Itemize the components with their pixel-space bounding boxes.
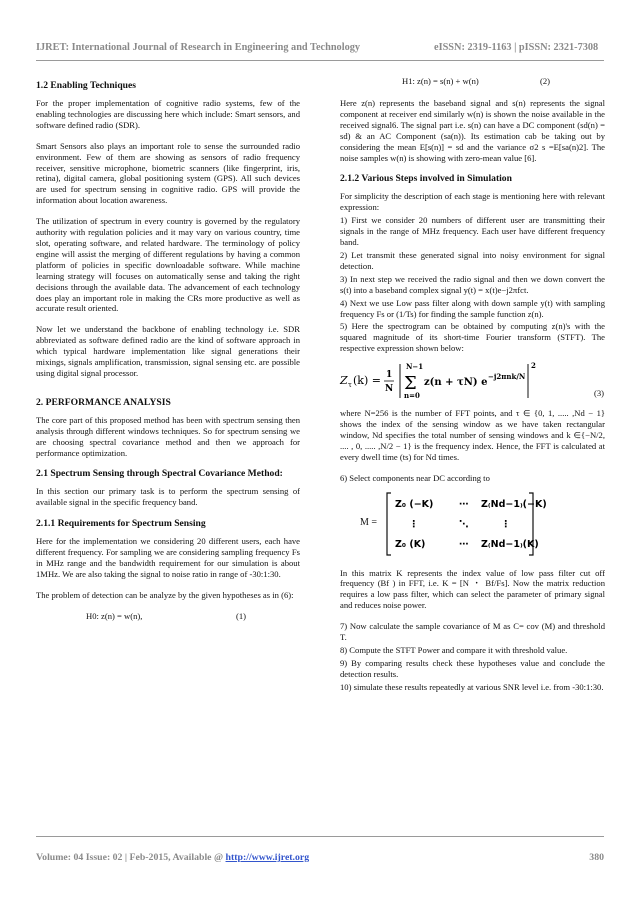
footer-rule: [36, 836, 604, 837]
section-2-1-2-title: 2.1.2 Various Steps involved in Simulation: [340, 173, 512, 185]
svg-text:(k) =: (k) =: [353, 374, 381, 388]
matrix-graphic: [385, 491, 547, 557]
equation-2-text: H1: z(n) = s(n) + w(n): [402, 76, 479, 86]
list-item: 2) Let transmit these generated signal into noisy environment for signal detection.: [340, 249, 605, 271]
svg-text:N: N: [385, 384, 394, 395]
journal-name: IJRET: International Journal of Research in Engineering and Technology: [36, 42, 361, 53]
header-rule: [36, 60, 604, 61]
right-column: [340, 76, 605, 695]
paragraph: Smart Sensors also plays an important role to sense the surrounded radio environment. Few of them are showing as sensors of radio frequency receiver, sensitive microphone, biometric scanners (like fingerprint, iris, retina), digital camera, global positioning system (GPS). All such devices are used for spectrum sensing in cognitive radio. GPS will provide the information about location awareness.: [36, 140, 300, 206]
list-item: 3) In next step we received the radio signal and then we down convert the s(t) into a baseband complex signal y(t) = x(t)e−j2πfct.: [340, 273, 605, 295]
section-2-1-1-title: 2.1.1 Requirements for Spectrum Sensing: [36, 518, 206, 530]
svg-text:N−1: N−1: [406, 362, 424, 372]
paragraph: For the proper implementation of cognitive radio systems, few of the enabling technologies are discussing here which include: Smart sensors, and software defined radio (SDR).: [36, 98, 300, 130]
paragraph: where N=256 is the number of FFT points, and τ ∈ {0, 1, ..... ,Nd − 1} shows the index of the sensing window as we have taken rectangular window, Nd specifies the total number of sensing windows and k ∈{−N/2, .... , 0, ..... ,N/2 − 1} is the frequency index. Hence, the FFT is calculated at every dwell time (ts) for Nd times.: [340, 408, 605, 462]
issn: eISSN: 2319-1163 | pISSN: 2321-7308: [434, 42, 599, 53]
equation-1-number: (1): [236, 610, 247, 621]
equation-2: [340, 76, 605, 88]
paragraph: Here for the implementation we considering 20 different users, each have different frequency. For sampling we are considering sampling frequency Fs in MHz range and the bandwidth requirement for our simulation is about 1MHz. We are also taking the signal to noise ratio in range of -30:1:30.: [36, 536, 300, 579]
steps-list-continued: [340, 621, 605, 692]
svg-text:Σ: Σ: [404, 373, 417, 395]
paragraph: Here z(n) represents the baseband signal and s(n) represents the signal component at receiver end similarly w(n) is shown the noise available in the received signal6. The signal part i.e. s(n) can have a DC component (sd(n) = sd) & an AC Component (sa(n)). Its estimation cab be taking out by considering the mean E[s(n)] = sd and the variance σ2 s =E[sa(n)2]. The noise samples w(n) is showing with zero-mean value [6].: [340, 98, 605, 163]
equation-1-text: H0: z(n) = w(n),: [86, 610, 143, 621]
svg-text:Z₀ (K): Z₀ (K): [395, 538, 426, 550]
svg-text:2: 2: [531, 361, 536, 371]
svg-text:Z₍Nd−1₎(K): Z₍Nd−1₎(K): [481, 538, 539, 550]
svg-text:⋯: ⋯: [459, 498, 469, 510]
list-item: 6) Select components near DC according to: [340, 472, 490, 483]
paragraph: The utilization of spectrum in every country is governed by the regulatory authority with regulation policies and it may vary on various country, time slot, operating software, and related hardware. The terminology of policy engine will assist the merging of different regulations by having a common platform of policies in specific downloadable software. While machine learning strategy will focuses on automatically sense and taking the right decisions through the available data. The advancement of each technology does play an important role in making the CRs more productive as well as accurate result oriented.: [36, 216, 300, 314]
list-item: 10) simulate these results repeatedly at various SNR level i.e. from -30:1:30.: [340, 681, 604, 692]
left-column: [36, 80, 300, 629]
list-item: 7) Now calculate the sample covariance of M as C= cov (M) and threshold T.: [340, 621, 605, 643]
journal-link[interactable]: http://www.ijret.org: [225, 852, 310, 863]
list-item: 5) Here the spectrogram can be obtained by computing z(n)'s with the squared magnitude of its short-time Fourier transform (STFT). The respective expression shown below:: [340, 321, 605, 354]
steps-list: [340, 215, 605, 354]
svg-text:1: 1: [386, 370, 393, 381]
paragraph: For simplicity the description of each stage is mentioning here with relevant expression:: [340, 191, 605, 213]
stft-formula-graphic: [340, 358, 580, 402]
svg-text:⋱: ⋱: [459, 518, 469, 530]
paragraph: In this matrix K represents the index value of low pass filter cut off frequency (Bf ) in FFT, i.e. K = [N ・ Bf/Fs]. Now the matrix reduction requires a low pass filter, which can select the parameter of primary signal and reduces noise power.: [340, 567, 605, 611]
matrix-equation: [360, 490, 605, 558]
list-item: 8) Compute the STFT Power and compare it with threshold value.: [340, 645, 568, 655]
equation-2-number: (2): [540, 76, 551, 86]
paragraph: In this section our primary task is to perform the spectrum sensing of available signal in the specific frequency band.: [36, 486, 300, 508]
running-footer: [36, 852, 604, 863]
footer-volume: Volume: 04 Issue: 02 | Feb-2015, Available @: [36, 852, 224, 863]
list-item: 4) Next we use Low pass filter along with down sample y(t) with sampling frequency Fs or (1/Ts) for finding the sample function z(n).: [340, 297, 605, 319]
paragraph: The core part of this proposed method has been with spectrum sensing then analysis through different windows techniques. So for spectrum sensing we are choosing spectral covariance method and then we approach for performance optimization.: [36, 414, 300, 458]
page-number: 380: [589, 852, 604, 863]
equation-1: [36, 611, 300, 623]
paragraph: The problem of detection can be analyze by the given hypotheses as in (6):: [36, 589, 294, 600]
list-item: 1) First we consider 20 numbers of different user are transmitting their signals in the range of MHz frequency. Each user have different frequency band.: [340, 215, 605, 248]
section-2-title: 2. PERFORMANCE ANALYSIS: [36, 396, 171, 408]
svg-text:z(n + τN) e: z(n + τN) e: [424, 377, 488, 389]
svg-text:−j2πnk/N: −j2πnk/N: [488, 372, 526, 382]
svg-text:Z₍Nd−1₎(−K): Z₍Nd−1₎(−K): [481, 498, 547, 510]
svg-text:Z₀ (−K): Z₀ (−K): [395, 498, 434, 510]
svg-text:⋮: ⋮: [409, 518, 419, 530]
svg-text:⋯: ⋯: [459, 538, 469, 550]
svg-text:τ: τ: [348, 381, 352, 390]
svg-text:⋮: ⋮: [501, 518, 511, 530]
section-1-2-title: 1.2 Enabling Techniques: [36, 80, 136, 91]
svg-text:Z: Z: [340, 374, 348, 388]
stft-equation: [340, 358, 605, 402]
equation-3-number: (3): [594, 387, 605, 398]
paragraph: Now let we understand the backbone of enabling technology i.e. SDR abbreviated as software defined radio are the kind of software approach in which typical hardware implementation like signal generations their mixings, signals amplification, transmission, signal sensing etc. are possible using digital signal processor.: [36, 324, 300, 378]
matrix-label: M =: [360, 517, 378, 529]
list-item: 9) By comparing results check these hypotheses value and conclude the detection results.: [340, 657, 605, 679]
svg-text:n=0: n=0: [404, 391, 420, 401]
section-2-1-title: 2.1 Spectrum Sensing through Spectral Covariance Method:: [36, 468, 283, 480]
